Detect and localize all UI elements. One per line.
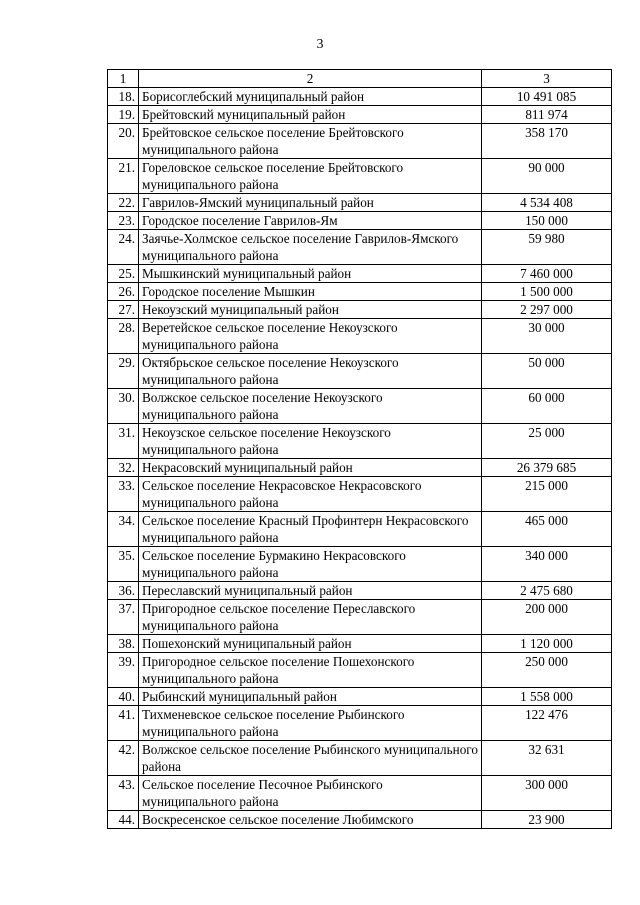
municipality-name-cell: Брейтовский муниципальный район [139, 106, 482, 124]
municipality-name-cell: Пригородное сельское поселение Пошехонского муниципального района [139, 653, 482, 688]
municipality-name-cell: Сельское поселение Песочное Рыбинского муниципального района [139, 776, 482, 811]
amount-cell: 811 974 [482, 106, 612, 124]
table-row [108, 741, 612, 776]
row-number-cell: 28. [108, 319, 139, 354]
row-number-cell: 34. [108, 512, 139, 547]
municipality-name-cell: Брейтовское сельское поселение Брейтовского муниципального района [139, 124, 482, 159]
table-row [108, 319, 612, 354]
table-row [108, 653, 612, 688]
municipality-name-cell: Некоузское сельское поселение Некоузского муниципального района [139, 424, 482, 459]
row-number-cell: 32. [108, 459, 139, 477]
table-row [108, 459, 612, 477]
table-row [108, 582, 612, 600]
row-number-cell: 37. [108, 600, 139, 635]
amount-cell: 1 558 000 [482, 688, 612, 706]
table-row [108, 688, 612, 706]
amount-cell: 23 900 [482, 811, 612, 829]
table-header-row [108, 70, 612, 88]
table-row [108, 283, 612, 301]
municipality-name-cell: Рыбинский муниципальный район [139, 688, 482, 706]
amount-cell: 1 120 000 [482, 635, 612, 653]
data-table [107, 69, 612, 829]
column-header: 2 [139, 70, 482, 88]
amount-cell: 150 000 [482, 212, 612, 230]
row-number-cell: 20. [108, 124, 139, 159]
row-number-cell: 35. [108, 547, 139, 582]
row-number-cell: 43. [108, 776, 139, 811]
amount-cell: 30 000 [482, 319, 612, 354]
column-header: 1 [108, 70, 139, 88]
amount-cell: 215 000 [482, 477, 612, 512]
municipality-name-cell: Заячье-Холмское сельское поселение Гаврилов-Ямского муниципального района [139, 230, 482, 265]
table-row [108, 212, 612, 230]
row-number-cell: 19. [108, 106, 139, 124]
table-row [108, 106, 612, 124]
table-row [108, 600, 612, 635]
amount-cell: 4 534 408 [482, 194, 612, 212]
amount-cell: 2 297 000 [482, 301, 612, 319]
amount-cell: 60 000 [482, 389, 612, 424]
table-row [108, 124, 612, 159]
row-number-cell: 31. [108, 424, 139, 459]
table-row [108, 389, 612, 424]
table-row [108, 354, 612, 389]
amount-cell: 358 170 [482, 124, 612, 159]
amount-cell: 122 476 [482, 706, 612, 741]
table-row [108, 88, 612, 106]
table-row [108, 230, 612, 265]
amount-cell: 50 000 [482, 354, 612, 389]
row-number-cell: 38. [108, 635, 139, 653]
row-number-cell: 39. [108, 653, 139, 688]
amount-cell: 200 000 [482, 600, 612, 635]
amount-cell: 340 000 [482, 547, 612, 582]
row-number-cell: 36. [108, 582, 139, 600]
amount-cell: 90 000 [482, 159, 612, 194]
municipality-name-cell: Сельское поселение Бурмакино Некрасовского муниципального района [139, 547, 482, 582]
table-row [108, 159, 612, 194]
row-number-cell: 42. [108, 741, 139, 776]
municipality-name-cell: Борисоглебский муниципальный район [139, 88, 482, 106]
municipality-name-cell: Воскресенское сельское поселение Любимского [139, 811, 482, 829]
municipality-name-cell: Мышкинский муниципальный район [139, 265, 482, 283]
amount-cell: 26 379 685 [482, 459, 612, 477]
row-number-cell: 44. [108, 811, 139, 829]
municipality-name-cell: Волжское сельское поселение Некоузского муниципального района [139, 389, 482, 424]
amount-cell: 1 500 000 [482, 283, 612, 301]
table-row [108, 512, 612, 547]
table-row [108, 547, 612, 582]
row-number-cell: 24. [108, 230, 139, 265]
table-row [108, 811, 612, 829]
amount-cell: 25 000 [482, 424, 612, 459]
amount-cell: 465 000 [482, 512, 612, 547]
row-number-cell: 27. [108, 301, 139, 319]
municipality-name-cell: Некрасовский муниципальный район [139, 459, 482, 477]
municipality-name-cell: Городское поселение Мышкин [139, 283, 482, 301]
amount-cell: 10 491 085 [482, 88, 612, 106]
row-number-cell: 29. [108, 354, 139, 389]
amount-cell: 250 000 [482, 653, 612, 688]
table-row [108, 706, 612, 741]
municipality-name-cell: Тихменевское сельское поселение Рыбинского муниципального района [139, 706, 482, 741]
amount-cell: 32 631 [482, 741, 612, 776]
amount-cell: 7 460 000 [482, 265, 612, 283]
row-number-cell: 21. [108, 159, 139, 194]
municipality-name-cell: Городское поселение Гаврилов-Ям [139, 212, 482, 230]
row-number-cell: 33. [108, 477, 139, 512]
municipality-name-cell: Веретейское сельское поселение Некоузского муниципального района [139, 319, 482, 354]
municipality-name-cell: Сельское поселение Красный Профинтерн Некрасовского муниципального района [139, 512, 482, 547]
municipality-name-cell: Переславский муниципальный район [139, 582, 482, 600]
municipality-name-cell: Пригородное сельское поселение Переславского муниципального района [139, 600, 482, 635]
municipality-name-cell: Сельское поселение Некрасовское Некрасовского муниципального района [139, 477, 482, 512]
row-number-cell: 23. [108, 212, 139, 230]
municipality-name-cell: Некоузский муниципальный район [139, 301, 482, 319]
table-row [108, 194, 612, 212]
amount-cell: 300 000 [482, 776, 612, 811]
municipality-name-cell: Гореловское сельское поселение Брейтовского муниципального района [139, 159, 482, 194]
row-number-cell: 41. [108, 706, 139, 741]
table-row [108, 424, 612, 459]
column-header: 3 [482, 70, 612, 88]
table-row [108, 635, 612, 653]
table-row [108, 301, 612, 319]
municipality-name-cell: Пошехонский муниципальный район [139, 635, 482, 653]
row-number-cell: 25. [108, 265, 139, 283]
amount-cell: 59 980 [482, 230, 612, 265]
municipality-name-cell: Октябрьское сельское поселение Некоузского муниципального района [139, 354, 482, 389]
amount-cell: 2 475 680 [482, 582, 612, 600]
page-number: 3 [316, 37, 324, 52]
table-row [108, 265, 612, 283]
row-number-cell: 26. [108, 283, 139, 301]
table-row [108, 776, 612, 811]
row-number-cell: 40. [108, 688, 139, 706]
table-row [108, 477, 612, 512]
row-number-cell: 18. [108, 88, 139, 106]
municipality-name-cell: Гаврилов-Ямский муниципальный район [139, 194, 482, 212]
row-number-cell: 22. [108, 194, 139, 212]
municipality-name-cell: Волжское сельское поселение Рыбинского муниципального района [139, 741, 482, 776]
row-number-cell: 30. [108, 389, 139, 424]
